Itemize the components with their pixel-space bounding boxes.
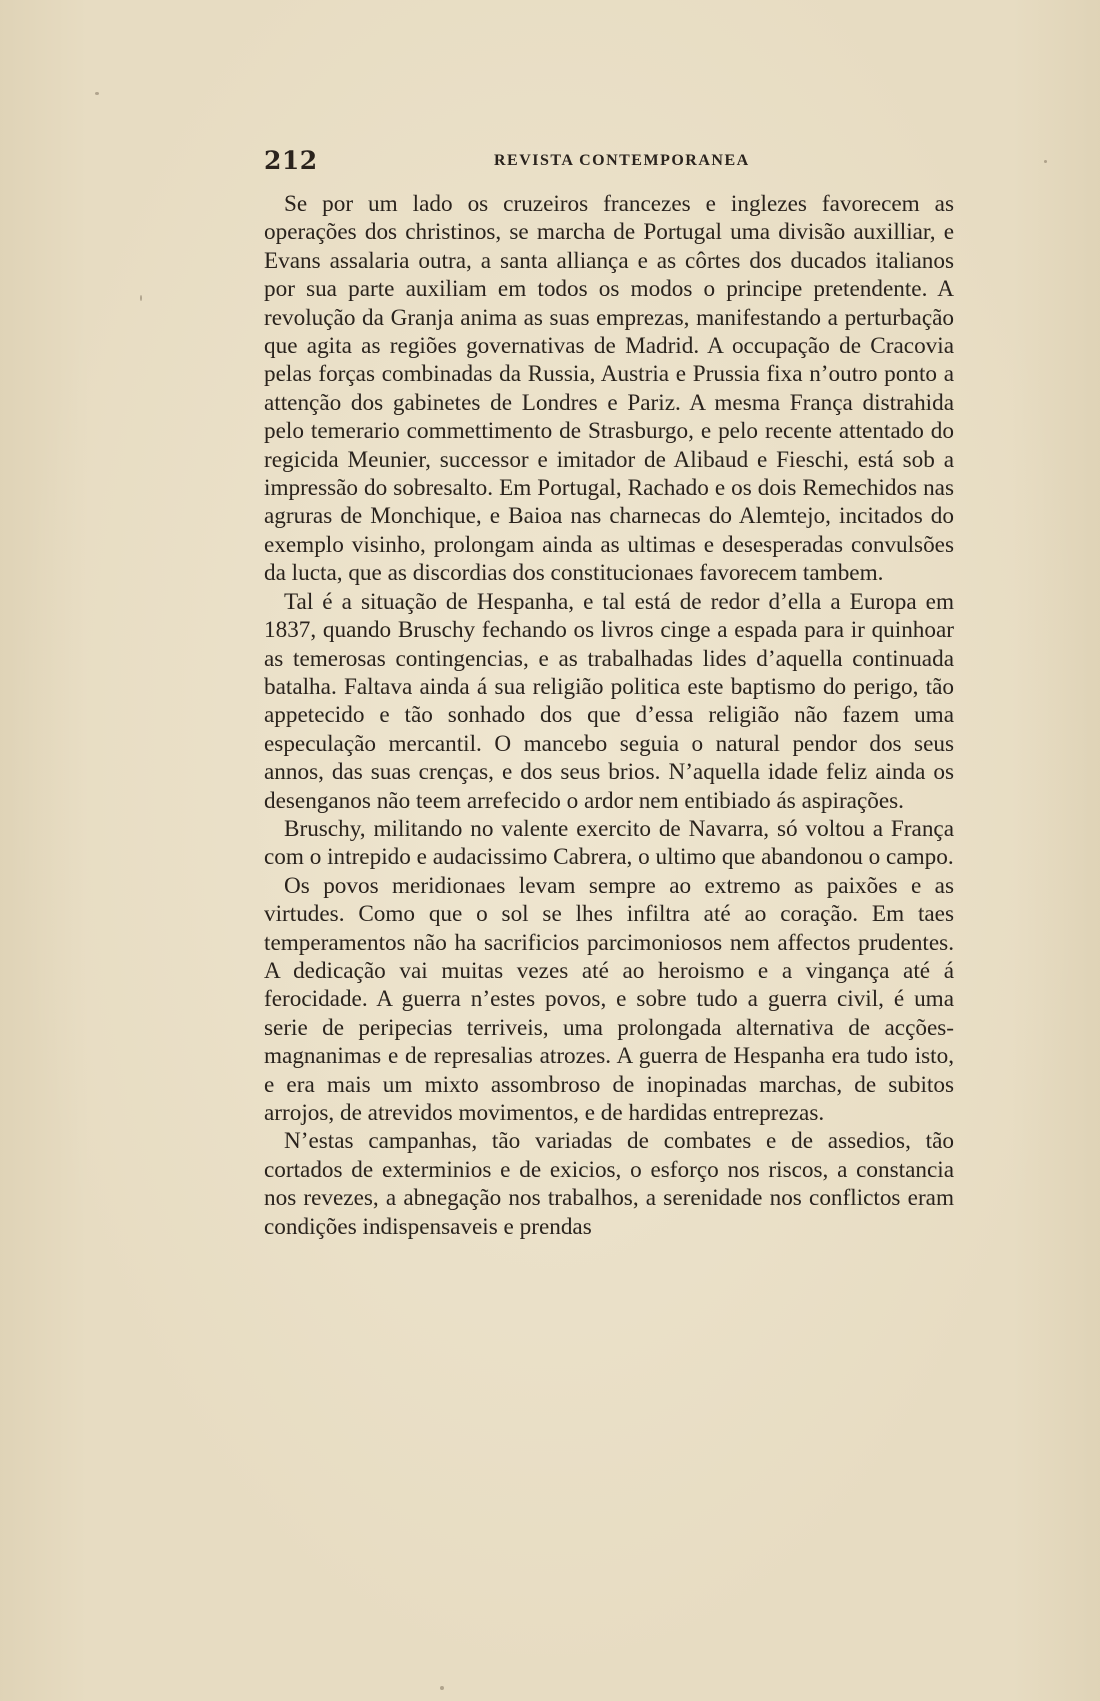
page-header [264,146,954,176]
paper-speck [140,295,142,301]
paragraph: N’estas campanhas, tão variadas de combates e de assedios, tão cortados de exterminios e de exicios, o esforço nos riscos, a constancia nos revezes, a abnegação nos trabalhos, a serenidade nos conflictos eram condições indispensaveis e prendas [264,1128,954,1240]
paper-speck [1044,160,1047,163]
paper-speck [440,1686,444,1690]
page-number: 212 [264,146,318,175]
body-text [264,190,954,1241]
paragraph: Tal é a situação de Hespanha, e tal está de redor d’ella a Europa em 1837, quando Bruschy fechando os livros cinge a espada para ir quinhoar as temerosas contingencias, e as trabalhadas lides d’aquella continuada batalha. Faltava ainda á sua religião politica este baptismo do perigo, tão appetecido e tão sonhado dos que d’essa religião não fazem uma especulação mercantil. O mancebo seguia o natural pendor dos seus annos, das suas crenças, e dos seus brios. N’aquella idade feliz ainda os desenganos não teem arrefecido o ardor nem entibiado ás aspirações. [264,588,954,814]
paragraph: Bruschy, militando no valente exercito de Navarra, só voltou a França com o intrepido e audacissimo Cabrera, o ultimo que abandonou o campo. [264,815,954,871]
paper-speck [95,92,99,95]
paragraph: Os povos meridionaes levam sempre ao extremo as paixões e as virtudes. Como que o sol se lhes infiltra até ao coração. Em taes temperamentos não ha sacrificios parcimoniosos nem affectos prudentes. A dedicação vai muitas vezes até ao heroismo e a vingança até á ferocidade. A guerra n’estes povos, e sobre tudo a guerra civil, é uma serie de peripecias terriveis, uma prolongada alternativa de acções-magnanimas e de represalias atrozes. A guerra de Hespanha era tudo isto, e era mais um mixto assombroso de inopinadas marchas, de subitos arrojos, de atrevidos movimentos, e de hardidas entreprezas. [264,872,954,1126]
running-title: REVISTA CONTEMPORANEA [494,152,750,169]
paragraph: Se por um lado os cruzeiros francezes e inglezes favorecem as operações dos christinos, se marcha de Portugal uma divisão auxilliar, e Evans assalaria outra, a santa alliança e as côrtes dos ducados italianos por sua parte auxiliam em todos os modos o principe pretendente. A revolução da Granja anima as suas emprezas, manifestando a perturbação que agita as regiões governativas de Madrid. A occupação de Cracovia pelas forças combinadas da Russia, Austria e Prussia fixa n’outro ponto a attenção dos gabinetes de Londres e Pariz. A mesma França distrahida pelo temerario commettimento de Strasburgo, e pelo recente attentado do regicida Meunier, successor e imitador de Alibaud e Fieschi, está sob a impressão do sobresalto. Em Portugal, Rachado e os dois Remechidos nas agruras de Monchique, e Baioa nas charnecas do Alemtejo, incitados do exemplo visinho, prolongam ainda as ultimas e desesperadas convulsões da lucta, que as discordias dos constitucionaes favorecem tambem. [264,191,954,587]
